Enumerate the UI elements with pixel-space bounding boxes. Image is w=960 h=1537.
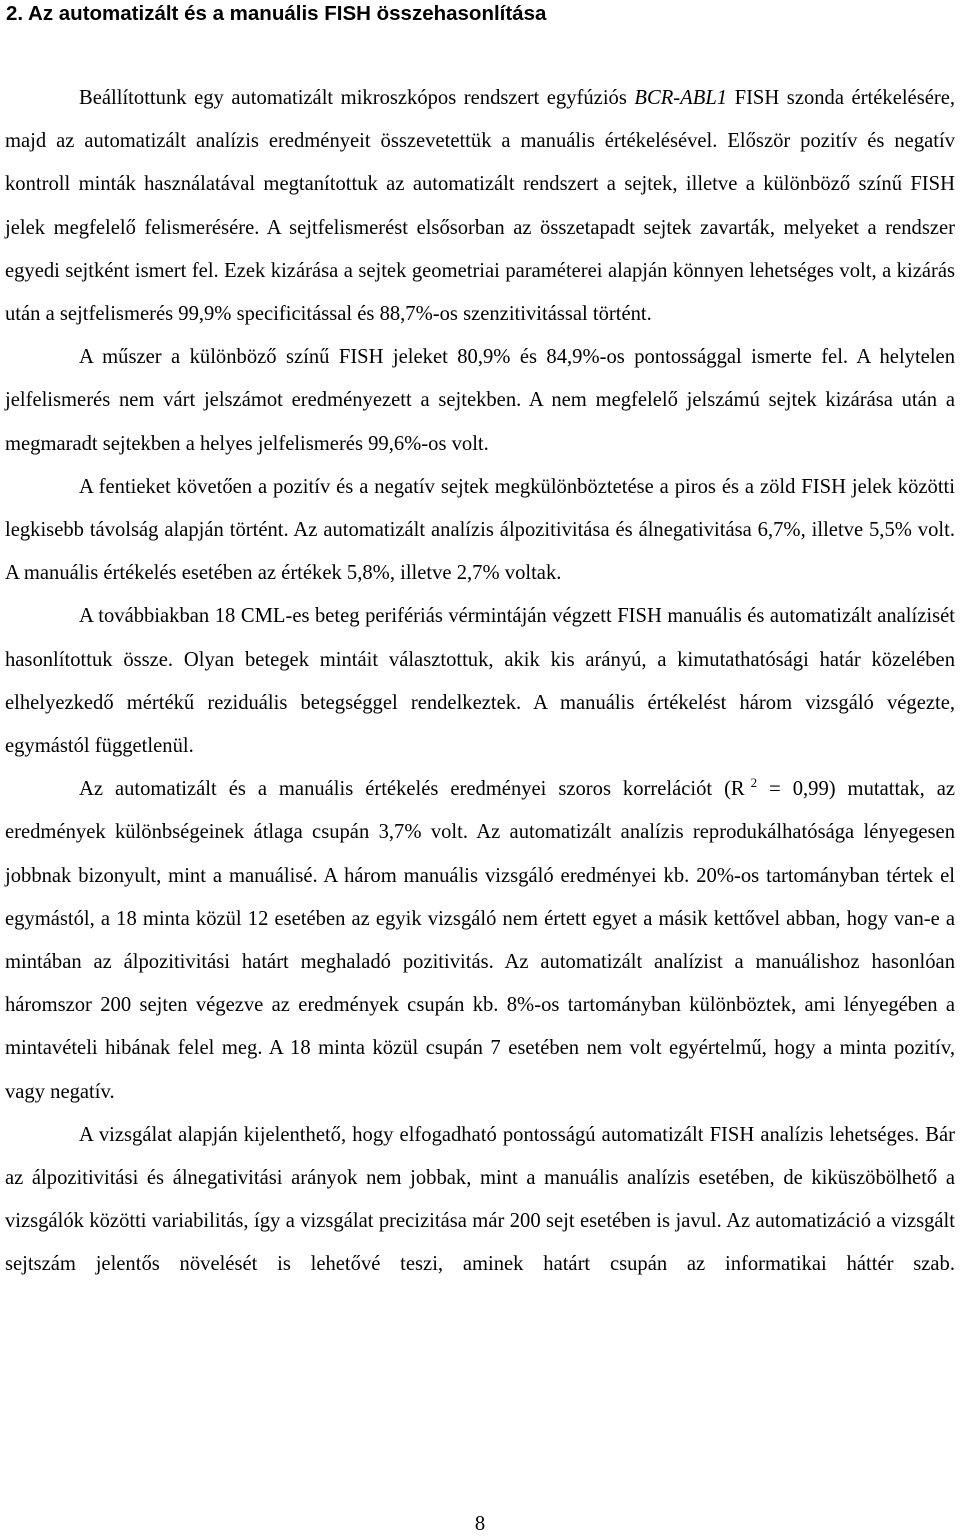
page-number: 8 [474, 1513, 486, 1535]
text-run: = 0,99) mutattak, az eredmények különbségeinek átlaga csupán 3,7% volt. Az automatizált analízis reprodukálhatósága lényegesen jobbnak bizonyult, mint a manuálisé. A három manuális vizsgáló eredményei kb. 20%-os tartományban tértek el egymástól, a 18 minta közül 12 esetében az egyik vizsgáló nem értett egyet a másik kettővel abban, hogy van-e a mintában az álpozitivitási határt meghaladó pozitivitás. Az automatizált analízist a manuálishoz hasonlóan háromszor 200 sejten végezve az eredmények csupán kb. 8%-os tartományban különböztek, ami lényegében a mintavételi hibának felel meg. A 18 minta közül csupán 7 esetében nem volt egyértelmű, hogy a minta pozitív, vagy negatív. [5, 778, 955, 1103]
text-run: Beállítottunk egy automatizált mikroszkópos rendszert egyfúziós [79, 87, 635, 109]
paragraph [5, 336, 955, 466]
paragraph [5, 595, 955, 768]
text-run: A továbbiakban 18 CML-es beteg perifériás vérmintáján végzett FISH manuális és automatizált analízisét hasonlítottuk össze. Olyan betegek mintáit választottuk, akik kis arányú, a kimutathatósági határ közelében elhelyezkedő mértékű reziduális betegséggel rendelkeztek. A manuális értékelést három vizsgáló végezte, egymástól függetlenül. [5, 605, 955, 758]
superscript: 2 [750, 775, 758, 791]
text-run: A fentieket követően a pozitív és a negatív sejtek megkülönböztetése a piros és a zöld FISH jelek közötti legkisebb távolság alapján történt. Az automatizált analízis álpozitivitása és álnegativitása 6,7%, illetve 5,5% volt. A manuális értékelés esetében az értékek 5,8%, illetve 2,7% voltak. [5, 475, 955, 585]
body-text [5, 77, 955, 1287]
text-run: FISH szonda értékelésére, majd az automatizált analízis eredményeit összevetettük a manuális értékelésével. Először pozitív és negatív kontroll minták használatával megtanítottuk az automatizált rendszert a sejtek, illetve a különböző színű FISH jelek megfelelő felismerésére. A sejtfelismerést elsősorban az összetapadt sejtek zavarták, melyeket a rendszer egyedi sejtként ismert fel. Ezek kizárása a sejtek geometriai paraméterei alapján könnyen lehetséges volt, a kizárás után a sejtfelismerés 99,9% specificitással és 88,7%-os szenzitivitással történt. [5, 87, 955, 326]
paragraph [5, 77, 955, 336]
text-run: A műszer a különböző színű FISH jeleket 80,9% és 84,9%-os pontossággal ismerte fel. A helytelen jelfelismerés nem várt jelszámot eredményezett a sejtekben. A nem megfelelő jelszámú sejtek kizárása után a megmaradt sejtekben a helyes jelfelismerés 99,6%-os volt. [5, 346, 955, 455]
paragraph [5, 768, 955, 1114]
paragraph [5, 1114, 955, 1287]
text-run: Az automatizált és a manuális értékelés eredményei szoros korrelációt (R [79, 778, 745, 801]
italic-term: BCR-ABL1 [634, 87, 728, 109]
text-run: A vizsgálat alapján kijelenthető, hogy elfogadható pontosságú automatizált FISH analízis lehetséges. Bár az álpozitivitási és álnegativitási arányok nem jobbak, mint a manuális analízis esetében, de kiküszöbölhető a vizsgálók közötti variabilitás, így a vizsgálat precizitása már 200 sejt esetében is javul. Az automatizáció a vizsgált sejtszám jelentős növelését is lehetővé teszi, aminek határt csupán az informatikai háttér szab. [5, 1123, 955, 1276]
section-heading: 2. Az automatizált és a manuális FISH összehasonlítása [6, 2, 547, 25]
paragraph [5, 466, 955, 596]
